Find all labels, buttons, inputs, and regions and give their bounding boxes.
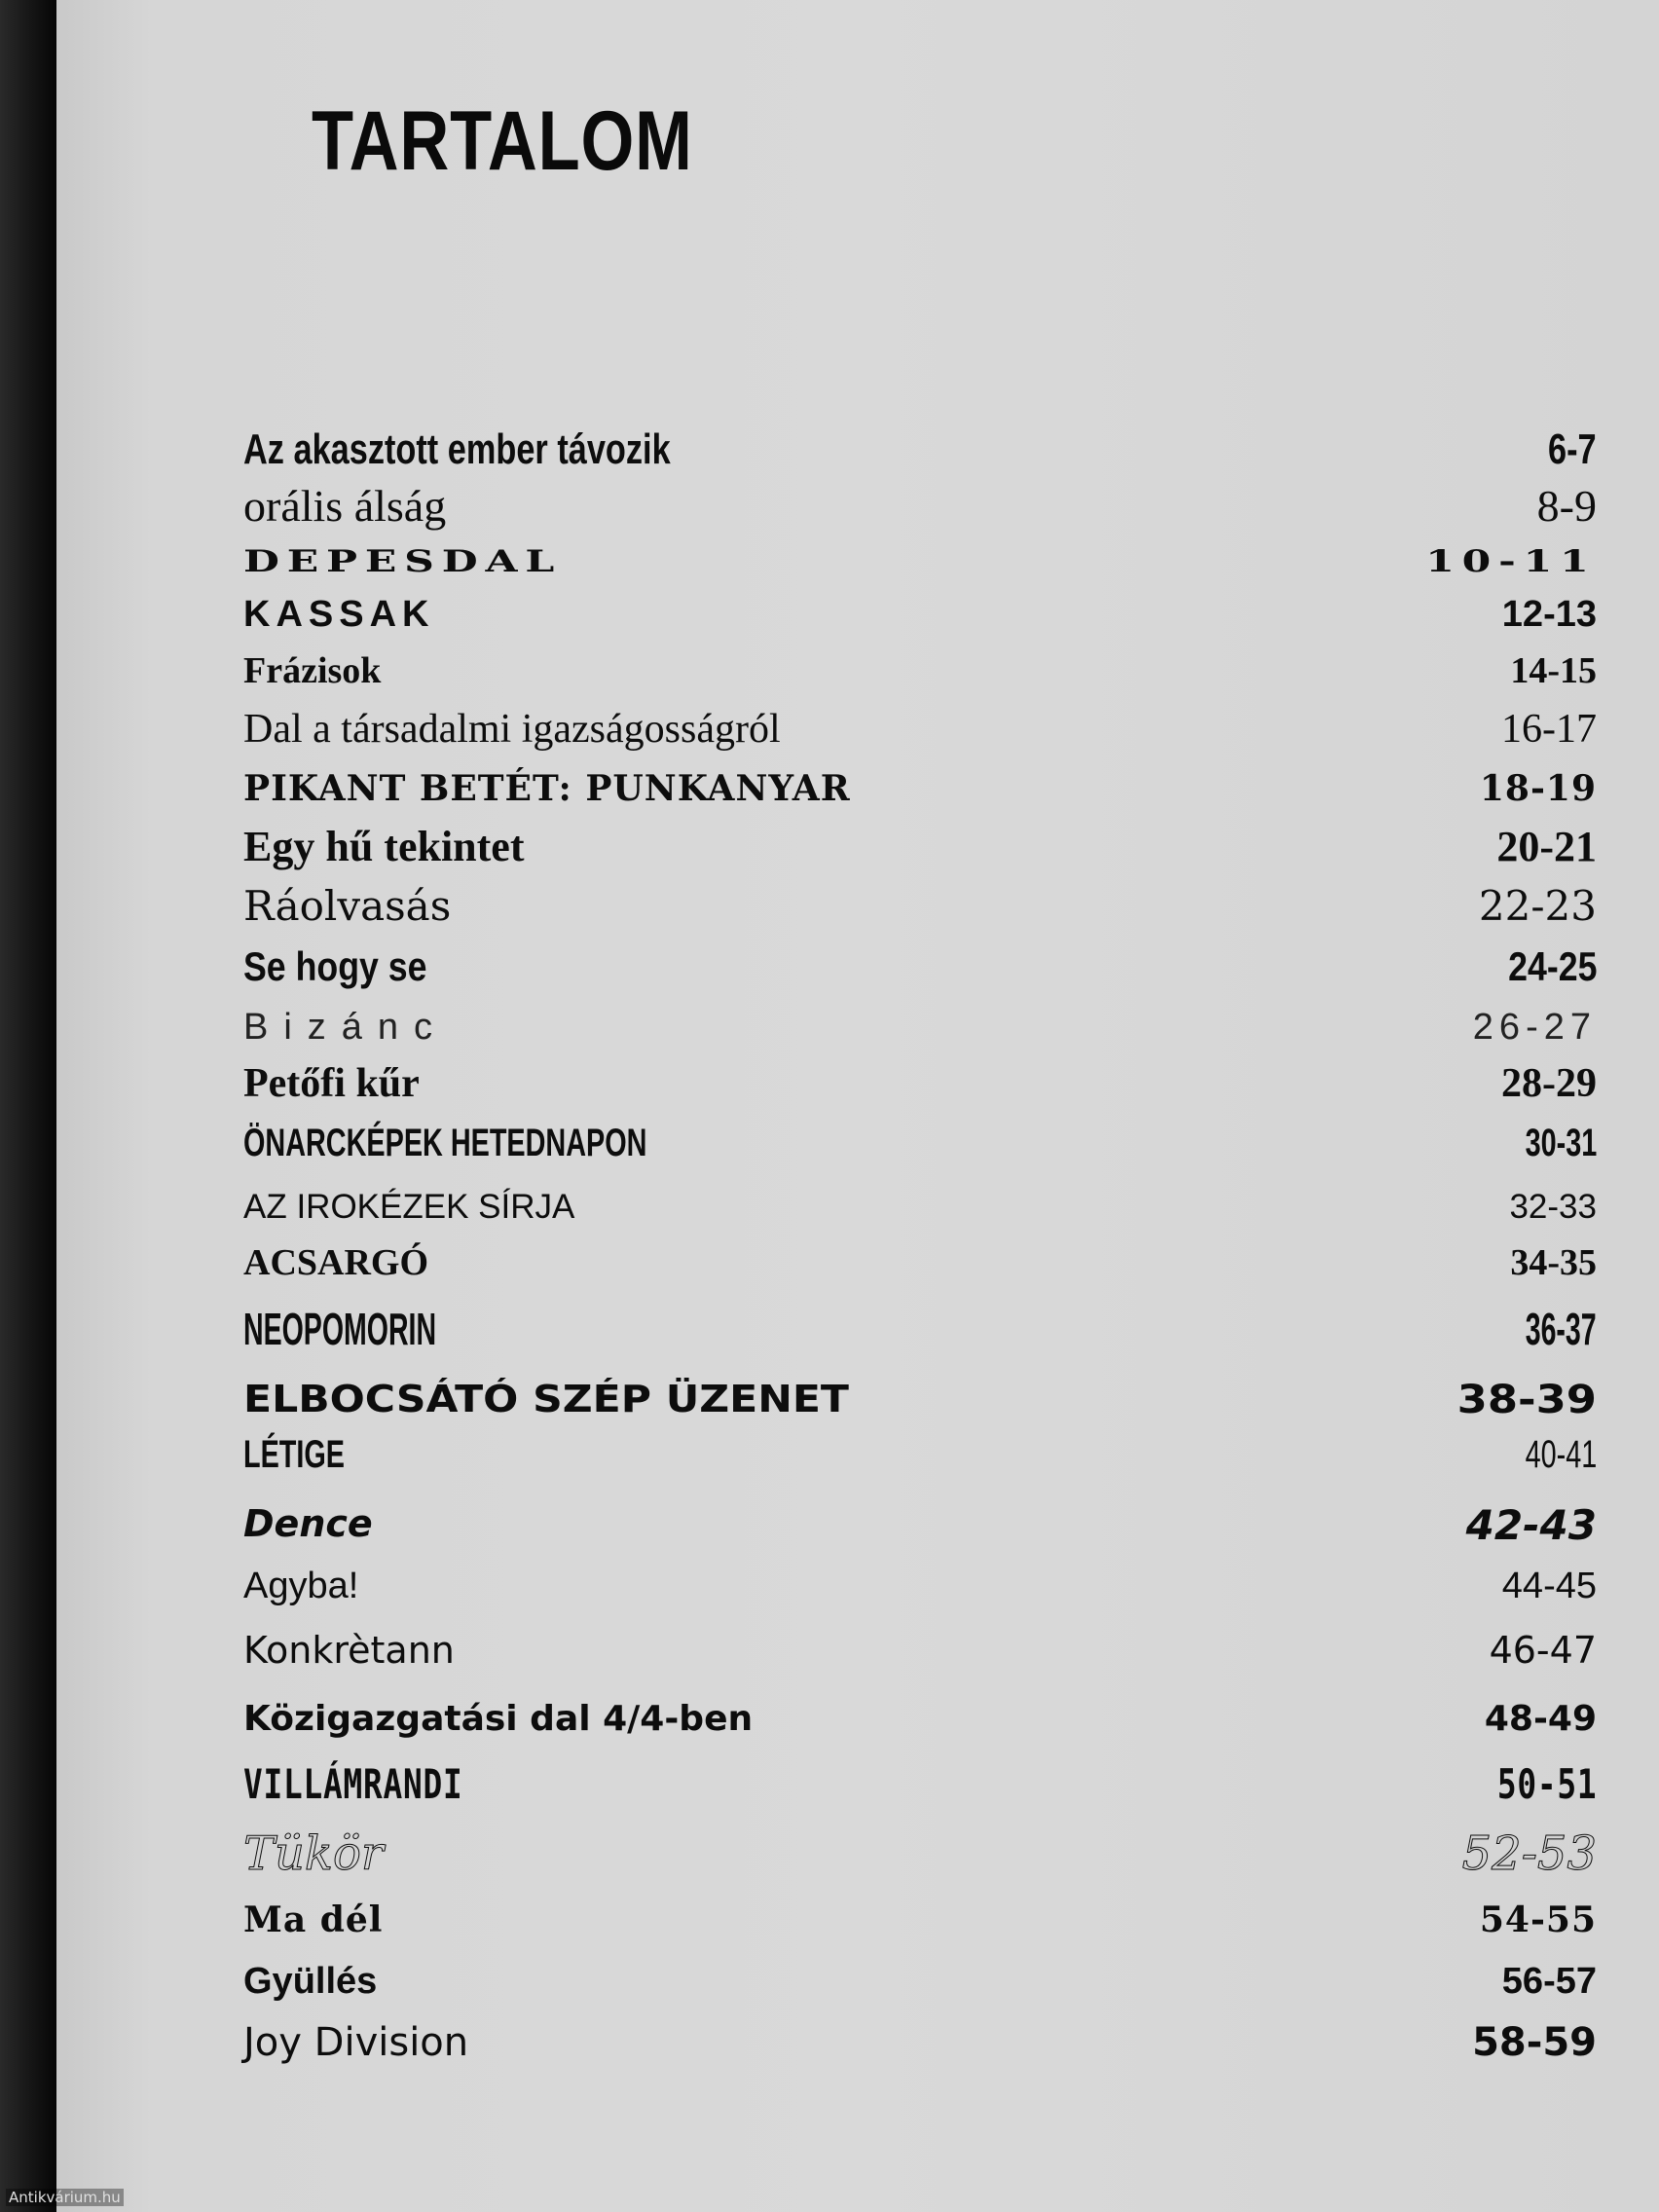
- toc-entry-pages: 38-39: [1456, 1378, 1597, 1422]
- toc-entry-title: Dence: [243, 1502, 373, 1545]
- page-title: TARTALOM: [312, 94, 693, 188]
- toc-entry-title: Gyüllés: [243, 1961, 378, 2002]
- toc-entry-pages: 34-35: [1510, 1242, 1597, 1283]
- toc-entry-pages: 30-31: [1525, 1122, 1597, 1164]
- toc-entry-title: Agyba!: [243, 1566, 359, 1606]
- toc-entry-pages: 58-59: [1472, 2020, 1597, 2065]
- toc-entry-pages: 54-55: [1479, 1899, 1597, 1940]
- toc-entry-title: Dal a társadalmi igazságosságról: [243, 707, 781, 752]
- toc-entry-pages: 6-7: [1548, 425, 1597, 473]
- toc-entry-pages: 32-33: [1509, 1188, 1597, 1226]
- toc-entry-title: PIKANT BETÉT: PUNKANYAR: [243, 768, 851, 809]
- toc-entry-pages: 42-43: [1465, 1501, 1597, 1549]
- watermark-text: Antikvárium.hu: [6, 2189, 124, 2206]
- toc-entry-title: Tükör: [243, 1826, 384, 1881]
- toc-entry-pages: 48-49: [1484, 1699, 1597, 1739]
- toc-entry-title: Ráolvasás: [243, 882, 452, 930]
- toc-entry-title: LÉTIGE: [243, 1433, 346, 1476]
- toc-entry-title: ÖNARCKÉPEK HETEDNAPON: [243, 1122, 647, 1164]
- toc-entry-pages: 40-41: [1525, 1433, 1597, 1476]
- toc-entry-pages: 28-29: [1501, 1061, 1597, 1106]
- toc-entry-pages: 14-15: [1510, 650, 1597, 691]
- toc-entry-pages: 26-27: [1472, 1007, 1597, 1048]
- toc-entry-title: Petőfi kűr: [243, 1061, 420, 1106]
- toc-entry-pages: 50-51: [1496, 1760, 1597, 1808]
- toc-entry-pages: 8-9: [1536, 481, 1597, 531]
- toc-entry-title: AZ IROKÉZEK SÍRJA: [243, 1188, 575, 1226]
- book-spine-shadow: [0, 0, 58, 2212]
- toc-entry-pages: 52-53: [1461, 1826, 1597, 1881]
- toc-entry-title: NEOPOMORIN: [243, 1304, 437, 1354]
- toc-entry-title: Egy hű tekintet: [243, 823, 525, 870]
- toc-entry-title: ELBOCSÁTÓ SZÉP ÜZENET: [243, 1378, 849, 1420]
- toc-entry-title: Se hogy se: [243, 943, 427, 989]
- toc-entry-title: Bizánc: [243, 1007, 449, 1048]
- toc-entry-title: Közigazgatási dal 4/4-ben: [243, 1699, 754, 1739]
- toc-entry-pages: 18-19: [1479, 768, 1597, 809]
- toc-entry-pages: 20-21: [1496, 823, 1597, 870]
- toc-entry-title: orális álság: [243, 481, 447, 531]
- toc-entry-title: Frázisok: [243, 650, 382, 691]
- toc-entry-title: Ma dél: [243, 1899, 384, 1940]
- toc-entry-pages: 12-13: [1501, 594, 1597, 635]
- toc-entry-pages: 10-11: [1425, 542, 1597, 579]
- toc-entry-pages: 16-17: [1501, 707, 1597, 752]
- toc-entry-title: DEPESDAL: [243, 542, 563, 579]
- toc-entry-title: KASSAK: [243, 594, 435, 635]
- toc-entry-title: Konkrètann: [243, 1629, 455, 1672]
- toc-entry-pages: 22-23: [1478, 882, 1597, 930]
- toc-entry-pages: 46-47: [1489, 1629, 1597, 1672]
- toc-entry-title: ACSARGÓ: [243, 1242, 429, 1283]
- toc-entry-pages: 44-45: [1501, 1566, 1597, 1606]
- toc-entry-pages: 24-25: [1507, 943, 1597, 989]
- toc-entry-pages: 56-57: [1501, 1961, 1597, 2002]
- toc-entry-title: Az akasztott ember távozik: [243, 425, 671, 473]
- toc-entry-title: Joy Division: [243, 2020, 469, 2065]
- toc-entry-pages: 36-37: [1526, 1304, 1597, 1354]
- toc-entry-title: VILLÁMRANDI: [243, 1760, 463, 1808]
